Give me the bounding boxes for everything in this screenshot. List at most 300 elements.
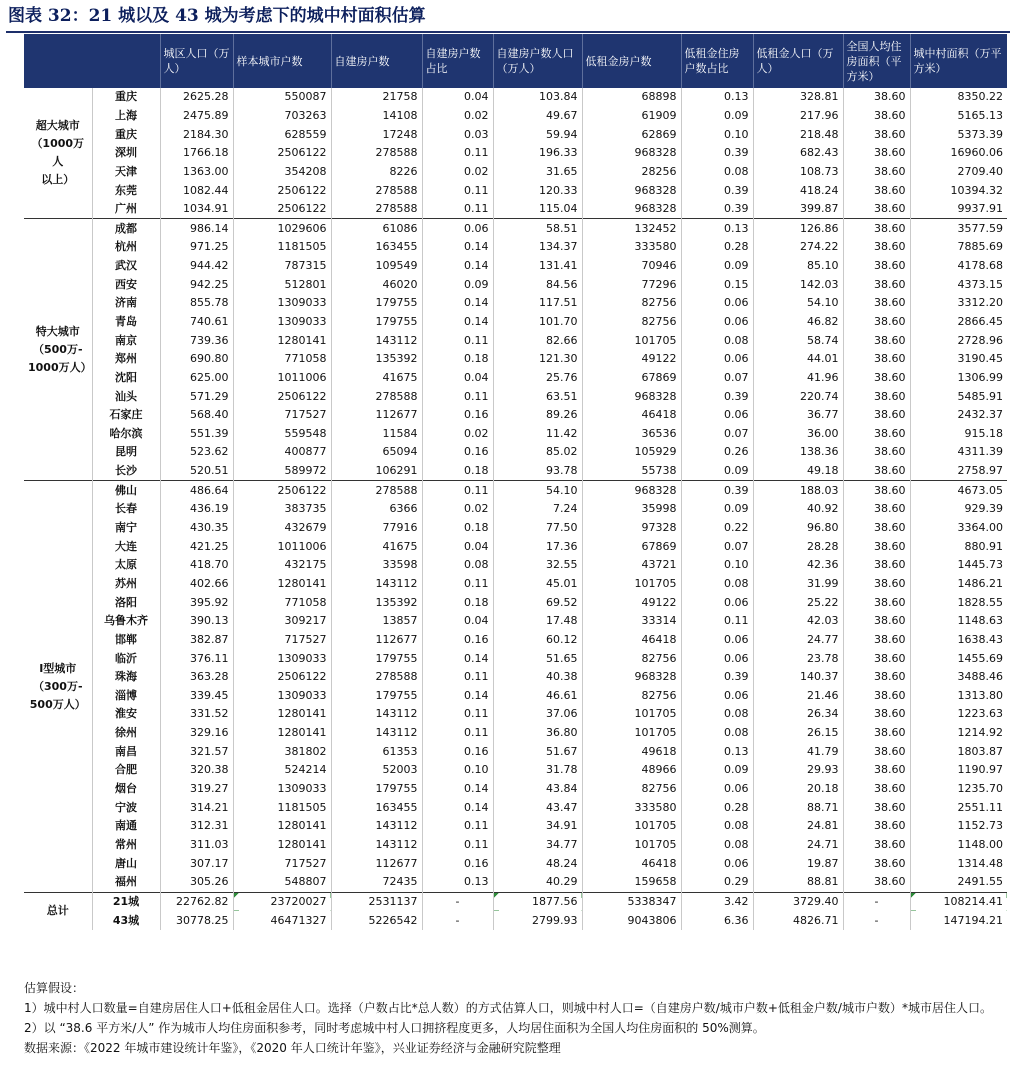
- group-label-line: I型城市: [39, 661, 77, 675]
- city-name-cell: 徐州: [92, 724, 160, 743]
- value-cell: 16960.06: [910, 144, 1007, 163]
- value-cell: 2506122: [233, 481, 331, 500]
- value-cell: 4178.68: [910, 257, 1007, 276]
- value-cell: 548807: [233, 873, 331, 892]
- value-cell: 38.60: [843, 612, 910, 631]
- value-cell: 339.45: [160, 687, 233, 706]
- value-cell: 436.19: [160, 500, 233, 519]
- column-header: 自建房户数人口（万人）: [493, 34, 582, 88]
- value-cell: 36.80: [493, 724, 582, 743]
- value-cell: 2551.11: [910, 798, 1007, 817]
- city-name-cell: 杭州: [92, 238, 160, 257]
- value-cell: 432679: [233, 519, 331, 538]
- value-cell: 51.65: [493, 649, 582, 668]
- city-name-cell: 洛阳: [92, 593, 160, 612]
- city-name-cell: 广州: [92, 200, 160, 219]
- value-cell: 0.07: [681, 425, 753, 444]
- city-name-cell: 石家庄: [92, 406, 160, 425]
- table-row: [24, 88, 1007, 107]
- value-cell: 24.77: [753, 631, 843, 650]
- value-cell: 24.71: [753, 836, 843, 855]
- value-cell: 1766.18: [160, 144, 233, 163]
- group-label-line: 特大城市: [35, 324, 80, 338]
- value-cell: 17248: [331, 125, 422, 144]
- group-label-line: 总计: [46, 904, 69, 918]
- city-name-cell: 青岛: [92, 313, 160, 332]
- value-cell: 163455: [331, 798, 422, 817]
- value-cell: 20.18: [753, 780, 843, 799]
- city-name-cell: 成都: [92, 219, 160, 238]
- value-cell: 82756: [582, 313, 681, 332]
- value-cell: 143112: [331, 705, 422, 724]
- value-cell: 1190.97: [910, 761, 1007, 780]
- value-cell: 38.60: [843, 369, 910, 388]
- value-cell: 4673.05: [910, 481, 1007, 500]
- value-cell: 40.92: [753, 500, 843, 519]
- value-cell: 0.14: [422, 313, 493, 332]
- column-header: 低租金人口（万人）: [753, 34, 843, 88]
- value-cell: 0.09: [681, 761, 753, 780]
- value-cell: 0.39: [681, 387, 753, 406]
- table-row: [24, 425, 1007, 444]
- value-cell: 312.31: [160, 817, 233, 836]
- value-cell: 0.04: [422, 612, 493, 631]
- value-cell: 0.08: [422, 556, 493, 575]
- value-cell: 59.94: [493, 125, 582, 144]
- value-cell: 38.60: [843, 387, 910, 406]
- value-cell: 17.48: [493, 612, 582, 631]
- value-cell: 329.16: [160, 724, 233, 743]
- value-cell: 40.38: [493, 668, 582, 687]
- value-cell: 0.26: [681, 443, 753, 462]
- value-cell: 381802: [233, 742, 331, 761]
- city-name-cell: 苏州: [92, 575, 160, 594]
- value-cell: 34.91: [493, 817, 582, 836]
- value-cell: 38.60: [843, 705, 910, 724]
- table-row: [24, 892, 1007, 911]
- value-cell: 942.25: [160, 275, 233, 294]
- city-name-cell: 珠海: [92, 668, 160, 687]
- value-cell: 0.06: [681, 294, 753, 313]
- value-cell: 115.04: [493, 200, 582, 219]
- value-cell: 30778.25: [160, 911, 233, 930]
- value-cell: 120.33: [493, 181, 582, 200]
- value-cell: 0.06: [681, 350, 753, 369]
- city-name-cell: 唐山: [92, 854, 160, 873]
- value-cell: 82.66: [493, 331, 582, 350]
- value-cell: 0.04: [422, 537, 493, 556]
- value-cell: 0.39: [681, 144, 753, 163]
- value-cell: 38.60: [843, 107, 910, 126]
- value-cell: 0.11: [422, 200, 493, 219]
- value-cell: 35998: [582, 500, 681, 519]
- value-cell: 132452: [582, 219, 681, 238]
- table-row: [24, 724, 1007, 743]
- value-cell: 93.78: [493, 462, 582, 481]
- value-cell: 26.15: [753, 724, 843, 743]
- value-cell: 1828.55: [910, 593, 1007, 612]
- value-cell: 31.99: [753, 575, 843, 594]
- value-cell: 1223.63: [910, 705, 1007, 724]
- city-name-cell: 淮安: [92, 705, 160, 724]
- value-cell: 2184.30: [160, 125, 233, 144]
- value-cell: 52003: [331, 761, 422, 780]
- value-cell: 278588: [331, 668, 422, 687]
- table-row: [24, 687, 1007, 706]
- value-cell: 11.42: [493, 425, 582, 444]
- value-cell: 0.07: [681, 369, 753, 388]
- table-row: [24, 238, 1007, 257]
- value-cell: 1486.21: [910, 575, 1007, 594]
- value-cell: 1363.00: [160, 163, 233, 182]
- value-cell: 43721: [582, 556, 681, 575]
- value-cell: 559548: [233, 425, 331, 444]
- value-cell: 77916: [331, 519, 422, 538]
- value-cell: 354208: [233, 163, 331, 182]
- value-cell: 1803.87: [910, 742, 1007, 761]
- value-cell: 1309033: [233, 649, 331, 668]
- column-header: 自建房户数占比: [422, 34, 493, 88]
- value-cell: 0.10: [681, 556, 753, 575]
- value-cell: 0.16: [422, 854, 493, 873]
- city-name-cell: 西安: [92, 275, 160, 294]
- value-cell: 278588: [331, 387, 422, 406]
- value-cell: 1280141: [233, 331, 331, 350]
- value-cell: 2491.55: [910, 873, 1007, 892]
- value-cell: 131.41: [493, 257, 582, 276]
- value-cell: 49.67: [493, 107, 582, 126]
- value-cell: 0.29: [681, 873, 753, 892]
- city-name-cell: 常州: [92, 836, 160, 855]
- value-cell: 551.39: [160, 425, 233, 444]
- group-label-line: 超大城市: [35, 119, 80, 133]
- value-cell: 38.60: [843, 724, 910, 743]
- table-row: [24, 294, 1007, 313]
- value-cell: 486.64: [160, 481, 233, 500]
- value-cell: 1445.73: [910, 556, 1007, 575]
- table-row: [24, 387, 1007, 406]
- value-cell: 320.38: [160, 761, 233, 780]
- value-cell: 62869: [582, 125, 681, 144]
- column-header: 城区人口（万人）: [160, 34, 233, 88]
- value-cell: 1309033: [233, 313, 331, 332]
- value-cell: 2506122: [233, 200, 331, 219]
- value-cell: 628559: [233, 125, 331, 144]
- group-label: [24, 481, 92, 892]
- value-cell: 32.55: [493, 556, 582, 575]
- value-cell: 38.60: [843, 313, 910, 332]
- value-cell: 5226542: [331, 911, 422, 930]
- value-cell: 1313.80: [910, 687, 1007, 706]
- value-cell: 1877.56: [493, 892, 582, 911]
- value-cell: 101705: [582, 724, 681, 743]
- value-cell: 8350.22: [910, 88, 1007, 107]
- value-cell: 915.18: [910, 425, 1007, 444]
- city-name-cell: 南宁: [92, 519, 160, 538]
- table-row: [24, 612, 1007, 631]
- value-cell: 278588: [331, 481, 422, 500]
- value-cell: 38.60: [843, 687, 910, 706]
- column-header: 样本城市户数: [233, 34, 331, 88]
- value-cell: 25.22: [753, 593, 843, 612]
- value-cell: 0.11: [422, 181, 493, 200]
- value-cell: 0.04: [422, 369, 493, 388]
- value-cell: 2475.89: [160, 107, 233, 126]
- table-row: [24, 163, 1007, 182]
- value-cell: 196.33: [493, 144, 582, 163]
- value-cell: 13857: [331, 612, 422, 631]
- value-cell: 38.60: [843, 649, 910, 668]
- value-cell: 430.35: [160, 519, 233, 538]
- column-header: [24, 34, 92, 88]
- table-row: [24, 575, 1007, 594]
- value-cell: 0.02: [422, 500, 493, 519]
- value-cell: 188.03: [753, 481, 843, 500]
- value-cell: 38.60: [843, 668, 910, 687]
- value-cell: 1280141: [233, 836, 331, 855]
- value-cell: 54.10: [753, 294, 843, 313]
- value-cell: 5165.13: [910, 107, 1007, 126]
- value-cell: 126.86: [753, 219, 843, 238]
- value-cell: 6366: [331, 500, 422, 519]
- value-cell: 179755: [331, 649, 422, 668]
- value-cell: 2709.40: [910, 163, 1007, 182]
- city-name-cell: 上海: [92, 107, 160, 126]
- value-cell: 0.06: [681, 780, 753, 799]
- value-cell: 1181505: [233, 238, 331, 257]
- value-cell: 2728.96: [910, 331, 1007, 350]
- table-row: [24, 500, 1007, 519]
- value-cell: 31.65: [493, 163, 582, 182]
- table-row: [24, 331, 1007, 350]
- notes-section: [24, 978, 1008, 1058]
- value-cell: 432175: [233, 556, 331, 575]
- value-cell: 135392: [331, 593, 422, 612]
- table-row: [24, 761, 1007, 780]
- city-name-cell: 昆明: [92, 443, 160, 462]
- value-cell: 855.78: [160, 294, 233, 313]
- value-cell: 38.60: [843, 873, 910, 892]
- city-name-cell: 东莞: [92, 181, 160, 200]
- table-row: [24, 406, 1007, 425]
- value-cell: 105929: [582, 443, 681, 462]
- value-cell: 44.01: [753, 350, 843, 369]
- value-cell: 589972: [233, 462, 331, 481]
- value-cell: 311.03: [160, 836, 233, 855]
- value-cell: 1455.69: [910, 649, 1007, 668]
- value-cell: 383735: [233, 500, 331, 519]
- value-cell: 101705: [582, 836, 681, 855]
- value-cell: 117.51: [493, 294, 582, 313]
- value-cell: 771058: [233, 593, 331, 612]
- value-cell: 309217: [233, 612, 331, 631]
- value-cell: 0.11: [422, 817, 493, 836]
- value-cell: 38.60: [843, 294, 910, 313]
- value-cell: 38.60: [843, 575, 910, 594]
- value-cell: 0.06: [681, 406, 753, 425]
- value-cell: 138.36: [753, 443, 843, 462]
- value-cell: 278588: [331, 181, 422, 200]
- value-cell: 38.60: [843, 631, 910, 650]
- value-cell: 4826.71: [753, 911, 843, 930]
- value-cell: 46418: [582, 631, 681, 650]
- value-cell: 0.09: [681, 500, 753, 519]
- table-row: [24, 817, 1007, 836]
- value-cell: 43.84: [493, 780, 582, 799]
- city-name-cell: 南通: [92, 817, 160, 836]
- value-cell: 512801: [233, 275, 331, 294]
- city-name-cell: 天津: [92, 163, 160, 182]
- value-cell: 0.14: [422, 687, 493, 706]
- value-cell: 38.60: [843, 125, 910, 144]
- group-label: [24, 892, 92, 930]
- table-header-row: [24, 34, 1007, 88]
- value-cell: 14108: [331, 107, 422, 126]
- value-cell: 2506122: [233, 144, 331, 163]
- column-header: 自建房户数: [331, 34, 422, 88]
- value-cell: 179755: [331, 313, 422, 332]
- group-label-line: 以上）: [41, 173, 75, 187]
- value-cell: 0.08: [681, 817, 753, 836]
- value-cell: 46471327: [233, 911, 331, 930]
- group-label: [24, 219, 92, 481]
- value-cell: 319.27: [160, 780, 233, 799]
- page-title: 图表 32：21 城以及 43 城为考虑下的城中村面积估算: [8, 6, 426, 26]
- value-cell: 0.14: [422, 780, 493, 799]
- value-cell: 382.87: [160, 631, 233, 650]
- value-cell: 41.79: [753, 742, 843, 761]
- value-cell: 1309033: [233, 687, 331, 706]
- column-header: 城中村面积（万平方米）: [910, 34, 1007, 88]
- title-divider: [6, 31, 1010, 33]
- value-cell: 82756: [582, 294, 681, 313]
- value-cell: 0.14: [422, 649, 493, 668]
- value-cell: 41.96: [753, 369, 843, 388]
- table-row: [24, 313, 1007, 332]
- value-cell: 524214: [233, 761, 331, 780]
- value-cell: 38.60: [843, 425, 910, 444]
- value-cell: 880.91: [910, 537, 1007, 556]
- value-cell: 0.18: [422, 350, 493, 369]
- value-cell: 0.06: [681, 854, 753, 873]
- table-row: [24, 556, 1007, 575]
- value-cell: 70946: [582, 257, 681, 276]
- table-row: [24, 219, 1007, 238]
- value-cell: 2758.97: [910, 462, 1007, 481]
- value-cell: 0.03: [422, 125, 493, 144]
- value-cell: 5373.39: [910, 125, 1007, 144]
- value-cell: 1034.91: [160, 200, 233, 219]
- value-cell: 42.03: [753, 612, 843, 631]
- value-cell: 101705: [582, 575, 681, 594]
- value-cell: 568.40: [160, 406, 233, 425]
- value-cell: 143112: [331, 724, 422, 743]
- value-cell: 717527: [233, 854, 331, 873]
- value-cell: 143112: [331, 575, 422, 594]
- value-cell: 147194.21: [910, 911, 1007, 930]
- value-cell: 67869: [582, 369, 681, 388]
- value-cell: 38.60: [843, 500, 910, 519]
- value-cell: 274.22: [753, 238, 843, 257]
- value-cell: 1280141: [233, 705, 331, 724]
- value-cell: 402.66: [160, 575, 233, 594]
- group-label: [24, 88, 92, 219]
- value-cell: 48.24: [493, 854, 582, 873]
- group-label-line: （300万-: [32, 679, 83, 693]
- table-row: [24, 144, 1007, 163]
- value-cell: 0.16: [422, 406, 493, 425]
- value-cell: 7885.69: [910, 238, 1007, 257]
- city-name-cell: 乌鲁木齐: [92, 612, 160, 631]
- city-name-cell: 临沂: [92, 649, 160, 668]
- value-cell: 108214.41: [910, 892, 1007, 911]
- value-cell: 3364.00: [910, 519, 1007, 538]
- value-cell: 54.10: [493, 481, 582, 500]
- value-cell: 0.06: [681, 649, 753, 668]
- city-name-cell: 43城: [92, 911, 160, 930]
- value-cell: 0.08: [681, 836, 753, 855]
- value-cell: 36536: [582, 425, 681, 444]
- value-cell: 363.28: [160, 668, 233, 687]
- value-cell: 787315: [233, 257, 331, 276]
- value-cell: 3488.46: [910, 668, 1007, 687]
- table-row: [24, 911, 1007, 930]
- value-cell: 0.11: [422, 331, 493, 350]
- value-cell: 971.25: [160, 238, 233, 257]
- value-cell: 38.60: [843, 200, 910, 219]
- value-cell: 703263: [233, 107, 331, 126]
- value-cell: 38.60: [843, 238, 910, 257]
- value-cell: 163455: [331, 238, 422, 257]
- value-cell: 1181505: [233, 798, 331, 817]
- value-cell: 1309033: [233, 780, 331, 799]
- value-cell: 220.74: [753, 387, 843, 406]
- value-cell: 0.15: [681, 275, 753, 294]
- value-cell: 38.60: [843, 761, 910, 780]
- value-cell: 0.08: [681, 575, 753, 594]
- value-cell: 61086: [331, 219, 422, 238]
- value-cell: 0.09: [681, 257, 753, 276]
- value-cell: 2506122: [233, 668, 331, 687]
- value-cell: 38.60: [843, 331, 910, 350]
- value-cell: 217.96: [753, 107, 843, 126]
- value-cell: 0.06: [422, 219, 493, 238]
- value-cell: 21758: [331, 88, 422, 107]
- value-cell: 179755: [331, 780, 422, 799]
- value-cell: 38.60: [843, 742, 910, 761]
- note-line: 1）城中村人口数量=自建房居住人口+低租金居住人口。选择（户数占比*总人数）的方式估算人口，则城中村人口=（自建房户数/城市户数+低租金户数/城市户数）*城市居住人口。: [24, 1001, 992, 1015]
- table-row: [24, 443, 1007, 462]
- value-cell: 25.76: [493, 369, 582, 388]
- value-cell: 278588: [331, 200, 422, 219]
- value-cell: 19.87: [753, 854, 843, 873]
- value-cell: 390.13: [160, 612, 233, 631]
- value-cell: 418.70: [160, 556, 233, 575]
- value-cell: 72435: [331, 873, 422, 892]
- value-cell: 135392: [331, 350, 422, 369]
- value-cell: 101.70: [493, 313, 582, 332]
- value-cell: 28256: [582, 163, 681, 182]
- value-cell: 0.06: [681, 631, 753, 650]
- value-cell: 2506122: [233, 387, 331, 406]
- value-cell: 43.47: [493, 798, 582, 817]
- data-table: [24, 34, 1007, 930]
- city-name-cell: 重庆: [92, 125, 160, 144]
- value-cell: 65094: [331, 443, 422, 462]
- value-cell: 3.42: [681, 892, 753, 911]
- column-header: 低租金住房户数占比: [681, 34, 753, 88]
- value-cell: 278588: [331, 144, 422, 163]
